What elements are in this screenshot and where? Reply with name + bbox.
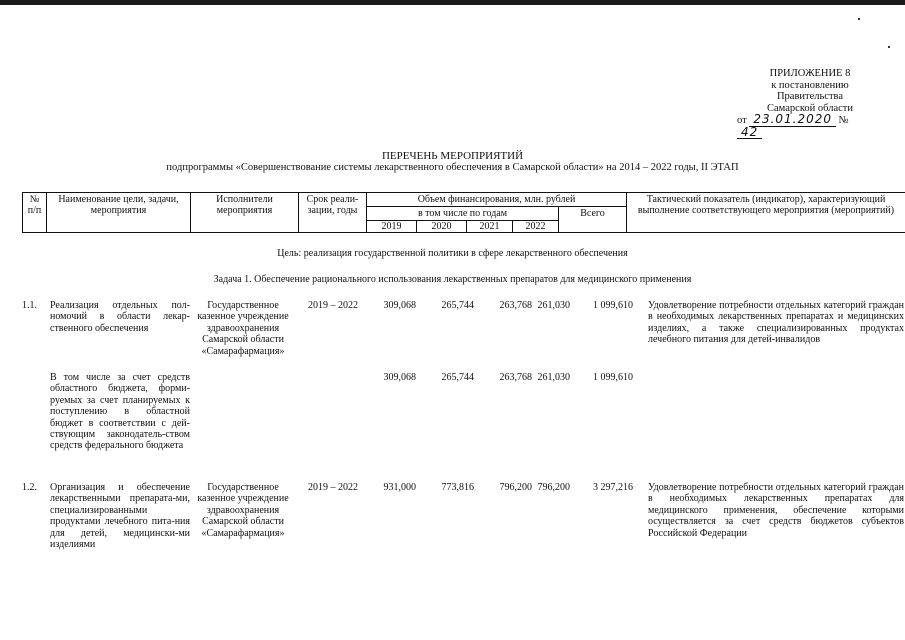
header-period: Срок реали-зации, годы bbox=[299, 193, 367, 233]
header-name: Наименование цели, задачи, мероприятия bbox=[47, 193, 191, 233]
row-value-2021: 263,768 bbox=[499, 300, 532, 311]
document-subtitle: подпрограммы «Совершенствование системы лекарственного обеспечения в Самарской области» на 2014 – 2022 годы, II ЭТАП bbox=[166, 162, 739, 173]
row-value-2022: 261,030 bbox=[537, 300, 570, 311]
header-by-years: в том числе по годам bbox=[367, 207, 559, 221]
scan-speck bbox=[858, 18, 860, 20]
row-value-2020: 265,744 bbox=[441, 300, 474, 311]
row-name: В том числе за счет средств областного бюджета, форми-руемых за счет планируемых к поступлению в областной бюджет в соответствии с дей-ствующим законодатель-ством средств федерального бюджета bbox=[50, 372, 190, 452]
row-value-2021: 263,768 bbox=[499, 372, 532, 383]
header-year: 2021 bbox=[467, 221, 513, 233]
date-prefix: от bbox=[737, 115, 747, 126]
row-value-2020: 773,816 bbox=[441, 482, 474, 493]
number-label: № bbox=[838, 115, 849, 126]
table-header bbox=[22, 192, 905, 233]
appendix-date-line bbox=[737, 114, 875, 139]
header-year: 2022 bbox=[513, 221, 559, 233]
goal-line: Цель: реализация государственной политики в сфере лекарственного обеспечения bbox=[277, 248, 628, 259]
header-executors: Исполнители мероприятия bbox=[191, 193, 299, 233]
row-value-total: 1 099,610 bbox=[593, 300, 633, 311]
row-value-2021: 796,200 bbox=[499, 482, 532, 493]
row-value-2022: 796,200 bbox=[537, 482, 570, 493]
row-indicator: Удовлетворение потребности отдельных категорий граждан в необходимых лекарственных препаратах и медицинских изделиях, а также специализированных продуктах лечебного питания для детей-инвалидов bbox=[648, 300, 904, 346]
row-value-total: 1 099,610 bbox=[593, 372, 633, 383]
row-value-2019: 309,068 bbox=[383, 372, 416, 383]
row-num: 1.1. bbox=[22, 300, 37, 311]
row-value-2022: 261,030 bbox=[537, 372, 570, 383]
header-year: 2019 bbox=[367, 221, 417, 233]
row-value-2019: 309,068 bbox=[383, 300, 416, 311]
header-num: № п/п bbox=[23, 193, 47, 233]
row-indicator: Удовлетворение потребности отдельных категорий граждан в необходимых лекарственных препаратах для медицинского применения, обеспечение которыми осуществляется за счет средств бюджетов субъектов Российской Федерации bbox=[648, 482, 904, 539]
appendix-block bbox=[737, 68, 875, 139]
task-line: Задача 1. Обеспечение рационального использования лекарственных препаратов для медицинского применения bbox=[213, 274, 692, 285]
row-name: Реализация отдельных пол-номочий в области лекар-ственного обеспечения bbox=[50, 300, 190, 334]
row-name: Организация и обеспечение лекарственными препарата-ми, специализированными продуктами лечебного пита-ния для детей, медицински-ми изделиями bbox=[50, 482, 190, 551]
scan-top-border bbox=[0, 0, 905, 5]
scan-speck bbox=[888, 46, 890, 48]
handwritten-number: 42 bbox=[737, 127, 762, 140]
row-value-total: 3 297,216 bbox=[593, 482, 633, 493]
document-title: ПЕРЕЧЕНЬ МЕРОПРИЯТИЙ bbox=[381, 150, 524, 162]
header-year: 2020 bbox=[417, 221, 467, 233]
appendix-line: Самарской области bbox=[767, 102, 853, 114]
header-indicator: Тактический показатель (индикатор), характеризующий выполнение соответствующего мероприятия (мероприятий) bbox=[627, 193, 905, 233]
row-period: 2019 – 2022 bbox=[308, 300, 358, 311]
row-value-2019: 931,000 bbox=[383, 482, 416, 493]
row-num: 1.2. bbox=[22, 482, 37, 493]
row-executor: Государственное казенное учреждение здравоохранения Самарской области «Самарафармация» bbox=[197, 300, 289, 357]
handwritten-date: 23.01.2020 bbox=[749, 114, 836, 127]
appendix-line: к постановлению Правительства bbox=[771, 79, 849, 102]
row-executor: Государственное казенное учреждение здравоохранения Самарской области «Самарафармация» bbox=[197, 482, 289, 539]
row-period: 2019 – 2022 bbox=[308, 482, 358, 493]
row-value-2020: 265,744 bbox=[441, 372, 474, 383]
appendix-title: ПРИЛОЖЕНИЕ 8 bbox=[769, 68, 851, 79]
header-total: Всего bbox=[559, 207, 627, 233]
header-funding: Объем финансирования, млн. рублей bbox=[367, 193, 627, 207]
